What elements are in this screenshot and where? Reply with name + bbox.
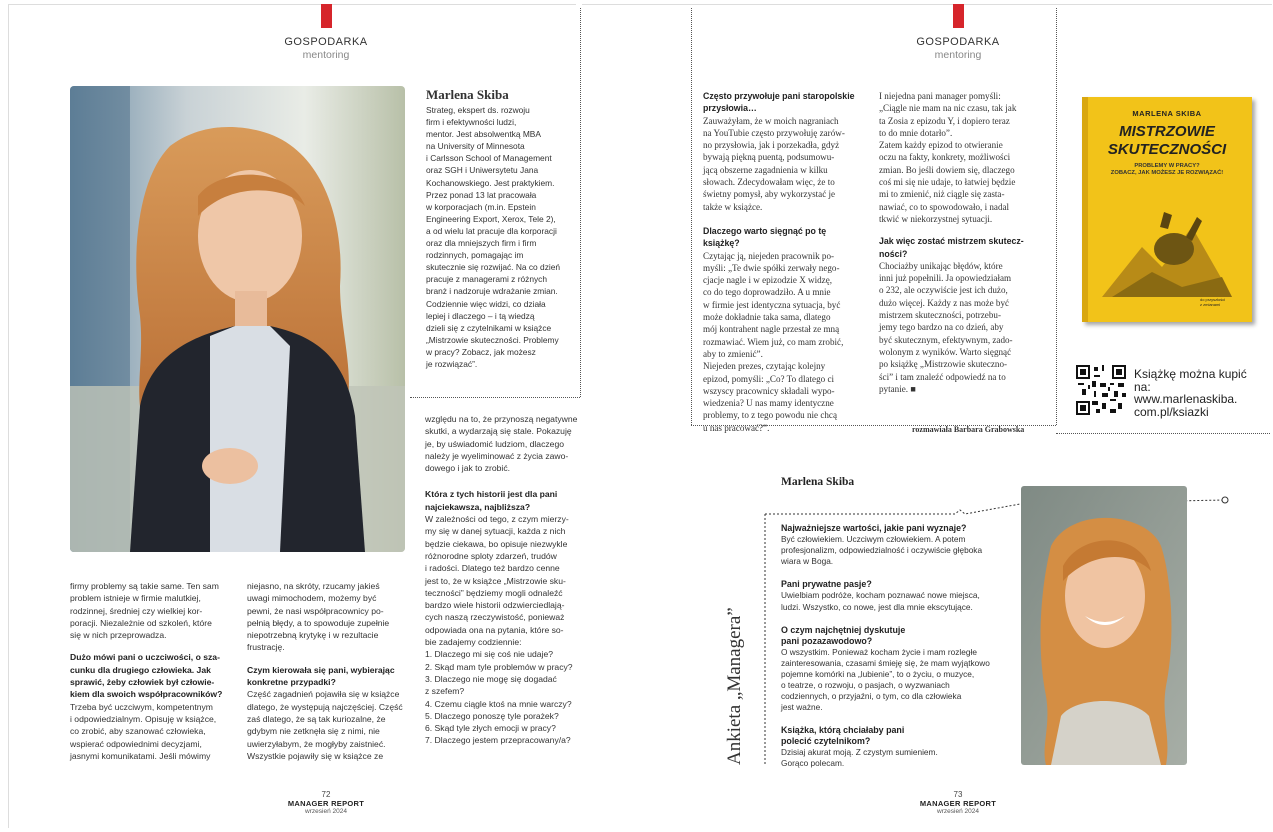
paragraph: Część zagadnień pojawiła się w książce dlatego, że występują najczęściej. Część zaś dlatego, że są tak kuriozalne, że gdybym nie zetknęła się z nimi, nie uwierzyłabym, że mogłyby zaistnieć. Wszystkie pojawiły się w książce ze xyxy=(247,689,403,761)
survey-question: Najważniejsze wartości, jakie pani wyznaje? xyxy=(781,523,967,533)
paragraph: niejasno, na skróty, rzucamy jakieś uwagi mimochodem, możemy być pewni, że nasi współpracownicy po- pełnią błędy, a to spowoduje zupełnie niepotrzebną krytykę i w rezultacie frustrację. xyxy=(247,581,390,653)
book-cover xyxy=(1082,97,1252,322)
section-marker-right xyxy=(953,4,964,28)
question-heading: Często przywołuje pani staropolskie przysłowia… xyxy=(703,91,855,114)
magazine-name: MANAGER REPORT xyxy=(287,799,365,808)
book-purchase-info[interactable]: Książkę można kupić na: www.marlenaskiba. com.pl/ksiazki xyxy=(1134,367,1247,419)
book-illustration xyxy=(1102,187,1232,297)
subsection-title-left: mentoring xyxy=(302,49,350,61)
numbered-list: 1. Dlaczego mi się coś nie udaje? 2. Skąd mam tyle problemów w pracy? 3. Dlaczego nie mogę się dogadać z szefem? 4. Czemu ciągle ktoś na mnie warczy? 5. Dlaczego ponoszę tyle porażek? 6. Skąd tyle złych emocji w pracy? 7. Dlaczego jestem przepracowany/a? xyxy=(425,649,573,746)
divider-vertical-right-a xyxy=(691,8,692,425)
paragraph: I niejedna pani manager pomyśli: „Ciągle nie mam na nic czasu, tak jak ta Zosia z epizodu Y, i dopiero teraz to do mnie dotarło”. Zatem każdy epizod to otwieranie oczu na fakty, konkrety, możliwości zmian. Bo jeśli dowiem się, dlaczego coś mi się nie udaje, to łatwiej będzie mi to zmienić, niż ciągle się zasta- nawiać, co to spowodowało, i nadal tkwić w niekorzystnej sytuacji. xyxy=(879,91,1017,224)
paragraph: W zależności od tego, z czym mierzy- my się w danej sytuacji, każda z nich będzie ciekawa, bo opisuje niezwykle różnorodne sploty zdarzeń, trudów i radości. Dlatego też bardzo cenne jest to, że w książce „Mistrzowie sku- teczności” będziemy mogli odnaleźć bardzo wiele historii odzwierciedlają- cych naszą rzeczywistość, ponieważ odpowiada ona na pytania, które so- bie zadajemy codziennie: xyxy=(425,514,569,648)
article-column-2 xyxy=(247,580,412,762)
section-title-right: GOSPODARKA xyxy=(916,36,1000,48)
issue-date: wrzesień 2024 xyxy=(937,808,979,815)
book-publisher: do przyszłości z zmianami xyxy=(1200,297,1226,307)
article-column-3 xyxy=(425,413,587,747)
issue-date: wrzesień 2024 xyxy=(305,808,347,815)
page-footer-left xyxy=(266,790,386,815)
section-title-left: GOSPODARKA xyxy=(284,36,368,48)
author-photo xyxy=(70,86,405,552)
paragraph: Zauważyłam, że w moich nagraniach na YouTubie często przywołuję zarów- no przysłowia, jak i porzekadła, gdyż bywają piękną puentą, podsumowu- jącą obszerne zagadnienia w kilku słowach. Zdecydowałam więc, że to świetny pomysł, aby wykorzystać je także w książce. xyxy=(703,115,845,212)
question-heading: Dlaczego warto sięgnąć po tę książkę? xyxy=(703,225,827,249)
divider-vertical-left xyxy=(580,8,581,397)
paragraph: względu na to, że przynoszą negatywne skutki, a wydarzają się stale. Pokazuję je, by uświadomić ludziom, dlaczego należy je wyeliminować z życia zawo- dowego i jak to zrobić. xyxy=(425,414,578,474)
interviewer-credit: rozmawiała Barbara Grabowska xyxy=(912,425,1025,434)
survey-answer: Być człowiekiem. Uczciwym człowiekiem. A potem profesjonalizm, odpowiedzialność i oczywiście głęboka wiara w Boga. xyxy=(781,534,983,567)
author-bio: Strateg, ekspert ds. rozwoju firm i efektywności ludzi, mentor. Jest absolwentką MBA na University of Minnesota i Carlsson School of Management oraz SGH i Uniwersytetu Jana Kochanowskiego. Jest praktykiem. Przez ponad 13 lat pracowała w korporacjach (m.in. Epstein Engineering Export, Xerox, Tele 2), a od wielu lat pracuje dla korporacji oraz dla mniejszych firm i firm rodzinnych, pomagając im skutecznie się rozwijać. Na co dzień pracuje z managerami z różnych branż i nadzoruje wdrażanie zmian. Codziennie więc widzi, co działa lepiej i dlaczego – i tą wiedzą dzieli się z czytelnikami w książce „Mistrzowie skuteczności. Problemy w pracy? Zobacz, jak możesz je rozwiązać”. xyxy=(426,105,561,369)
section-marker-left xyxy=(321,4,332,28)
survey-answer: O wszystkim. Ponieważ kocham życie i mam rozległe zainteresowania, czasami śmieję się, że mam wyjątkowo pojemne komórki na „lubienie”, to o życiu, o muzyce, o teatrze, o rozwoju, o pasjach, o wyzwaniach codziennych, o przyjaźni, o tym, co dla człowieka jest ważne. xyxy=(781,646,990,713)
book-subtitle: PROBLEMY W PRACY? ZOBACZ, JAK MOŻESZ JE ROZWIĄZAĆ! xyxy=(1110,163,1224,176)
survey-question: Pani prywatne pasje? xyxy=(781,579,872,590)
survey-question: Książka, którą chciałaby pani polecić czytelnikom? xyxy=(781,725,905,747)
paragraph: firmy problemy są takie same. Ten sam problem istnieje w firmie malutkiej, rodzinnej, średniej czy wielkiej kor- poracji. Niezależnie od szkoleń, które się w nich przeprowadza. xyxy=(70,581,219,641)
question-heading: Jak więc zostać mistrzem skutecz- ności? xyxy=(879,236,1024,259)
survey-answer: Dzisiaj akurat moją. Z czystym sumieniem. Gorąco polecam. xyxy=(781,747,938,769)
survey-photo xyxy=(1021,486,1187,765)
qr-code[interactable] xyxy=(1076,365,1126,415)
page-footer-right xyxy=(898,790,1018,815)
divider-horizontal-left xyxy=(410,397,580,398)
question-heading: Dużo mówi pani o uczciwości, o sza- cunku dla drugiego człowieka. Jak sprawić, żeby człowiek był człowie- kiem dla swoich współpracowników? xyxy=(70,652,223,700)
survey-question: O czym najchętniej dyskutuje pani pozazawodowo? xyxy=(781,624,906,646)
book-title-line1: MISTRZOWIE xyxy=(1119,123,1215,140)
subsection-title-right: mentoring xyxy=(934,49,982,61)
magazine-name: MANAGER REPORT xyxy=(919,799,997,808)
page-number: 72 xyxy=(321,790,331,799)
paragraph: Trzeba być uczciwym, kompetentnym i odpowiedzialnym. Opisuję w książce, co zrobić, aby szanować człowieka, wspierać odpowiednimi decyzjami, jasnymi komunikatami. Jeśli mówimy xyxy=(70,701,217,761)
survey-body xyxy=(781,523,1021,769)
paragraph: Czytając ją, niejeden pracownik po- myśli: „Te dwie spółki zerwały nego- cjacje nagle i w epizodzie X widzę, co do tego doprowadziło. A u mnie w firmie jest identyczna sytuacja, być może dokładnie taka sama, dlatego mój kontrahent nagle przestał ze mną rozmawiać. Wiem już, co mam zrobić, aby to zmienić”. Niejeden prezes, czytając kolejny epizod, pomyśli: „Co? To dlatego ci wszyscy pracownicy składali wypo- wiedzenia? U nas mamy identyczne problemy, to z tego powodu nie chcą u nas pracować?”. xyxy=(703,250,844,433)
article-column-1 xyxy=(70,580,232,762)
page-number: 73 xyxy=(953,790,963,799)
author-name: Marlena Skiba xyxy=(426,87,509,102)
divider-book-box xyxy=(1056,433,1270,434)
question-heading: Która z tych historii jest dla pani najciekawsza, najbliższa? xyxy=(425,489,558,512)
book-title-line2: SKUTECZNOŚCI xyxy=(1107,141,1227,158)
article-column-5 xyxy=(879,90,1042,395)
divider-vertical-right-b xyxy=(1056,8,1057,425)
survey-vertical-label: Ankieta „Managera” xyxy=(724,607,745,765)
book-author: MARLENA SKIBA xyxy=(1132,109,1202,118)
survey-name: Marlena Skiba xyxy=(781,476,855,488)
question-heading: Czym kierowała się pani, wybierając konkretne przypadki? xyxy=(247,664,395,688)
article-column-4 xyxy=(703,90,865,434)
survey-answer: Uwielbiam podróże, kocham poznawać nowe miejsca, ludzi. Wszystko, co nowe, jest dla mnie ekscytujące. xyxy=(781,590,980,612)
paragraph: Chociażby unikając błędów, które inni już popełnili. Ja opowiedziałam o 232, ale oczywiście jest ich dużo, dużo więcej. Każdy z nas może być mistrzem skuteczności, potrzebu- jemy tego bardzo na co dzień, aby być skutecznym, efektywnym, zado- wolonym z wyników. Warto sięgnąć po książkę „Mistrzowie skuteczno- ści” i tam znaleźć odpowiedź na to pytanie. ■ xyxy=(879,260,1013,394)
